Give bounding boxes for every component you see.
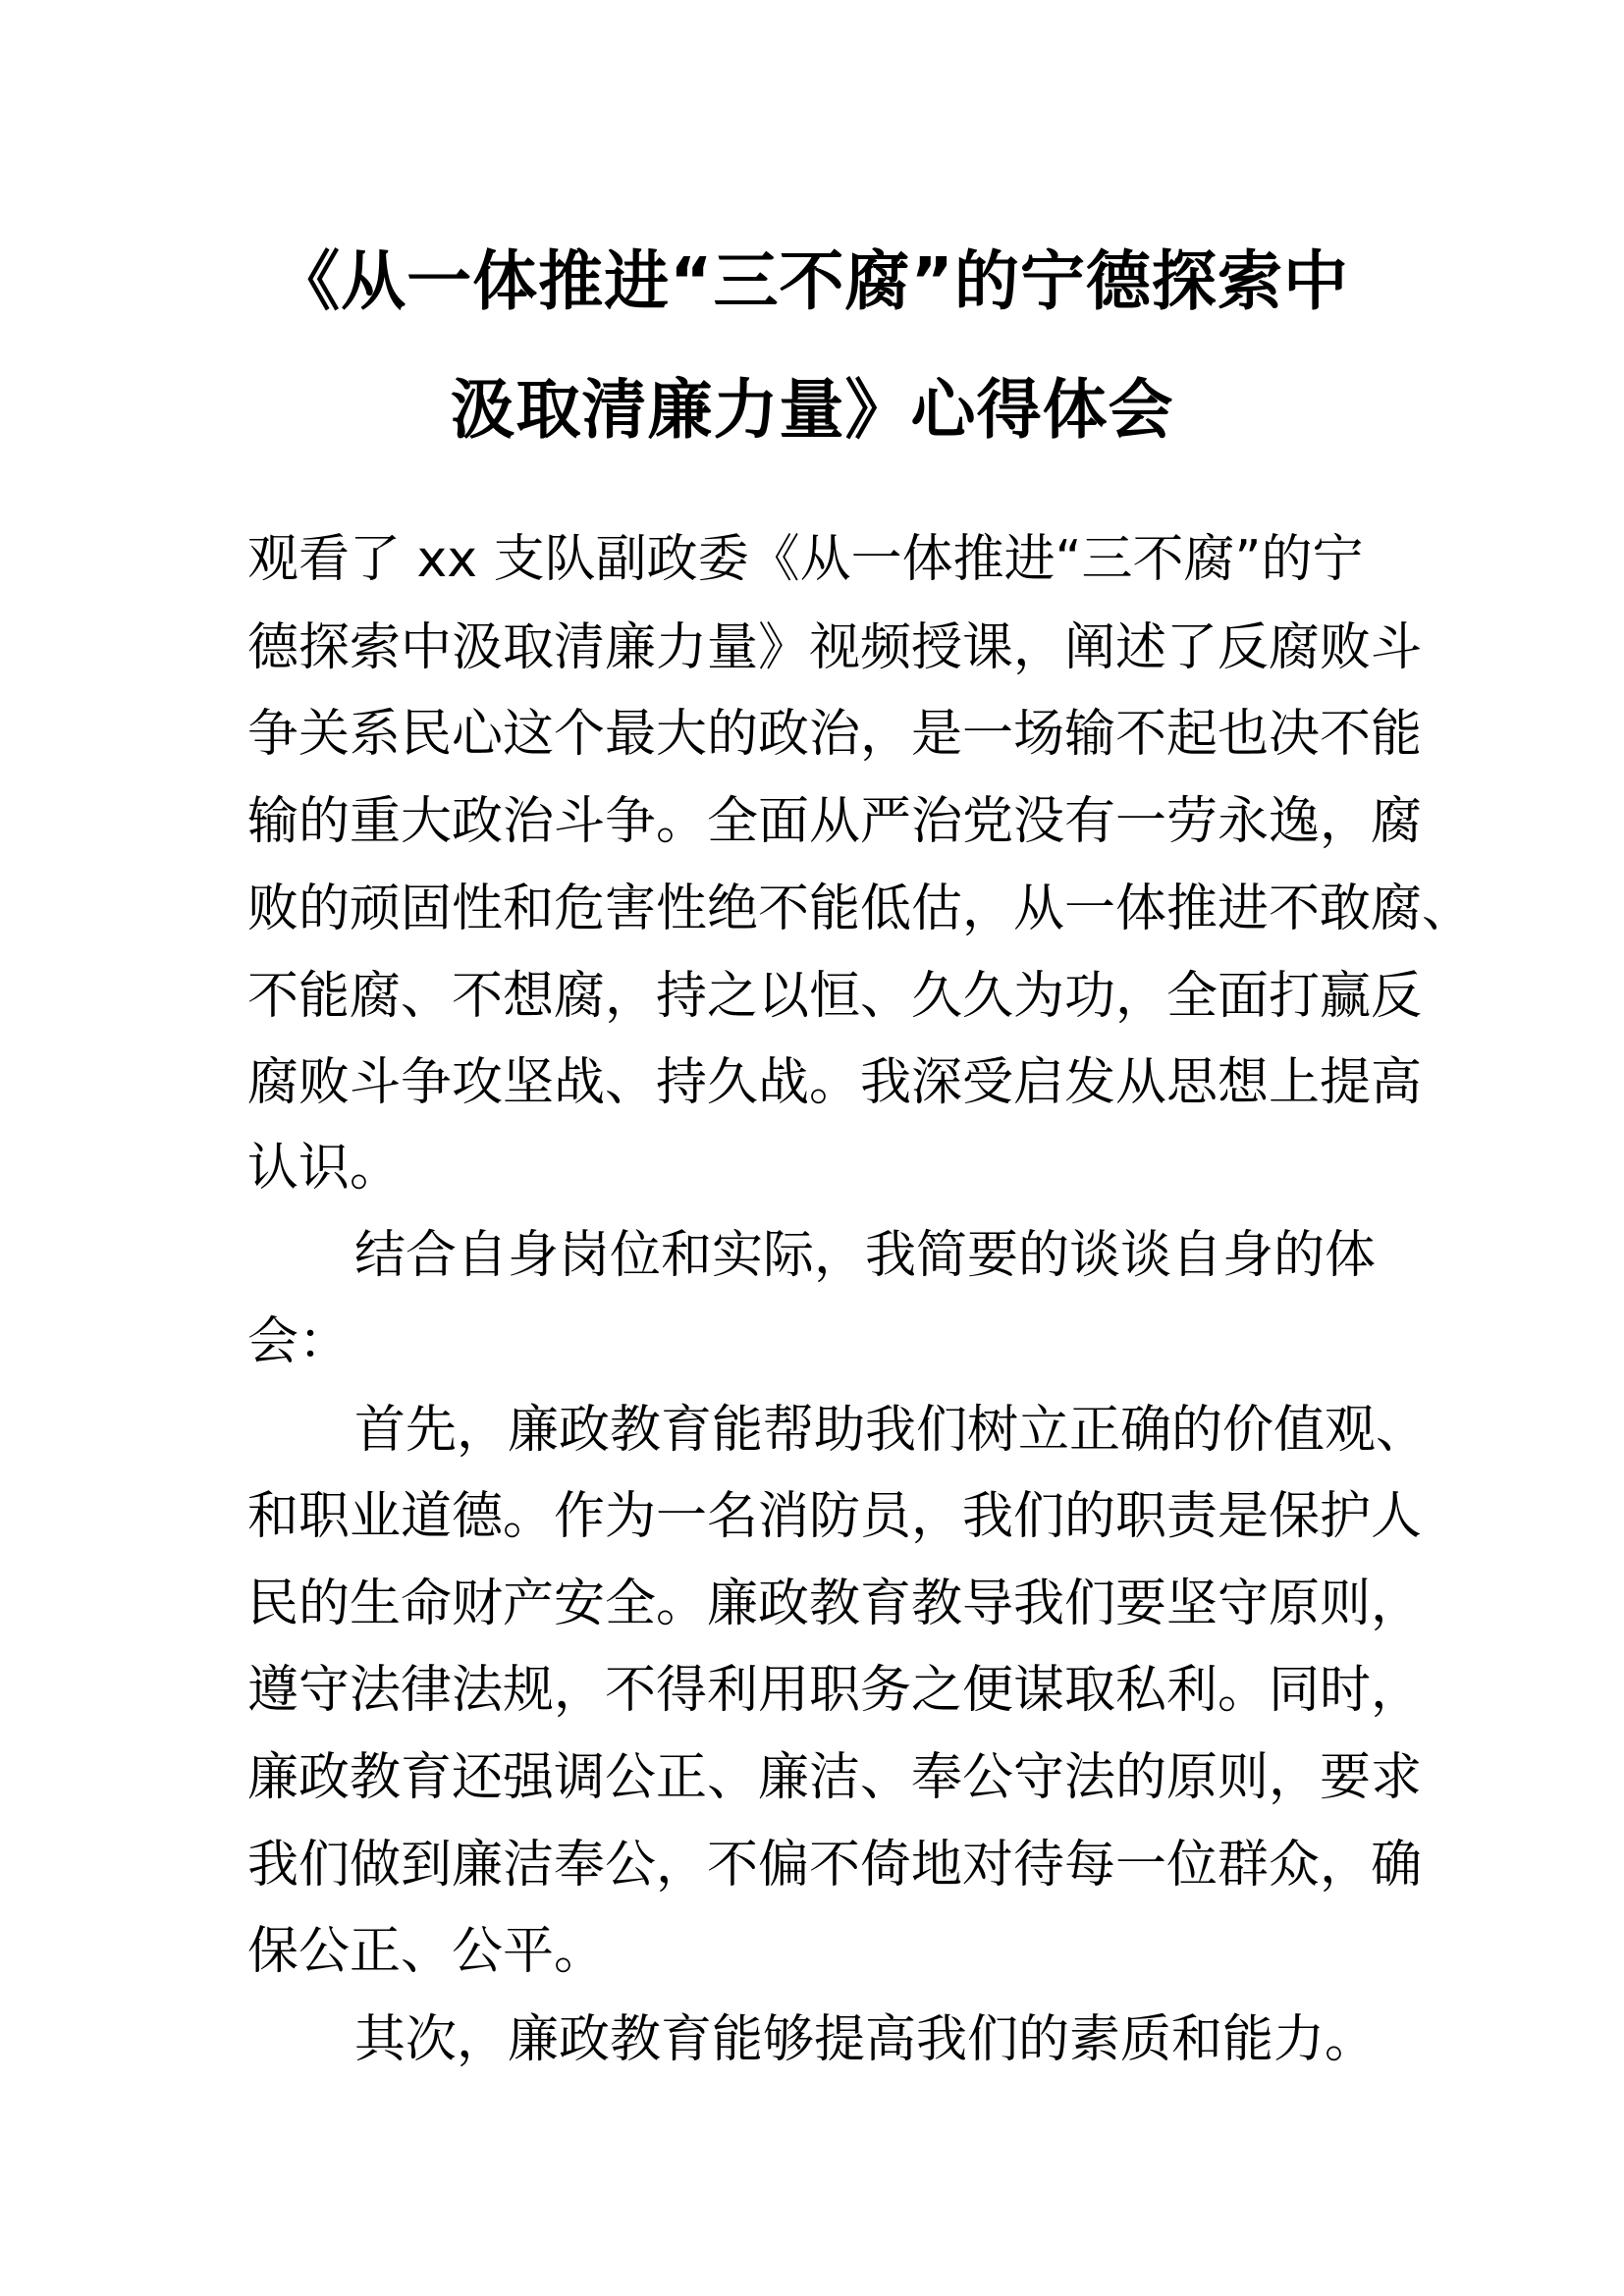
title-line-2: 汲取清廉力量》心得体会: [450, 372, 1174, 448]
body-line-10: 会：: [247, 1312, 351, 1371]
body-line-7: 腐败斗争攻坚战、持久战。我深受启发从思想上提高: [247, 1053, 1423, 1112]
body-line-11: 首先，廉政教育能帮助我们树立正确的价值观、: [354, 1401, 1428, 1460]
body-line-9: 结合自身岗位和实际，我简要的谈谈自身的体: [354, 1226, 1377, 1285]
title-line-1: 《从一体推进“三不腐”的宁德探索中: [275, 243, 1349, 319]
body-line-2: 德探索中汲取清廉力量》视频授课，阐述了反腐败斗: [247, 618, 1423, 677]
body-line-15: 廉政教育还强调公正、廉洁、奉公守法的原则，要求: [247, 1748, 1423, 1807]
body-line-12: 和职业道德。作为一名消防员，我们的职责是保护人: [247, 1487, 1423, 1546]
body-line-3: 争关系民心这个最大的政治，是一场输不起也决不能: [247, 705, 1423, 764]
body-line-4: 输的重大政治斗争。全面从严治党没有一劳永逸，腐: [247, 792, 1423, 851]
body-line-6: 不能腐、不想腐，持之以恒、久久为功，全面打赢反: [247, 967, 1423, 1026]
body-line-16: 我们做到廉洁奉公，不偏不倚地对待每一位群众，确: [247, 1836, 1423, 1895]
body-line-5: 败的顽固性和危害性绝不能低估，从一体推进不敢腐、: [247, 880, 1474, 938]
body-line-14: 遵守法律法规，不得利用职务之便谋取私利。同时，: [247, 1661, 1423, 1720]
body-line-18: 其次，廉政教育能够提高我们的素质和能力。: [354, 2010, 1377, 2069]
body-line-1: 观看了 xx 支队副政委《从一体推进“三不腐”的宁: [247, 530, 1364, 589]
body-line-17: 保公正、公平。: [247, 1922, 606, 1981]
body-line-8: 认识。: [247, 1139, 402, 1198]
body-line-13: 民的生命财产安全。廉政教育教导我们要坚守原则，: [247, 1575, 1423, 1633]
